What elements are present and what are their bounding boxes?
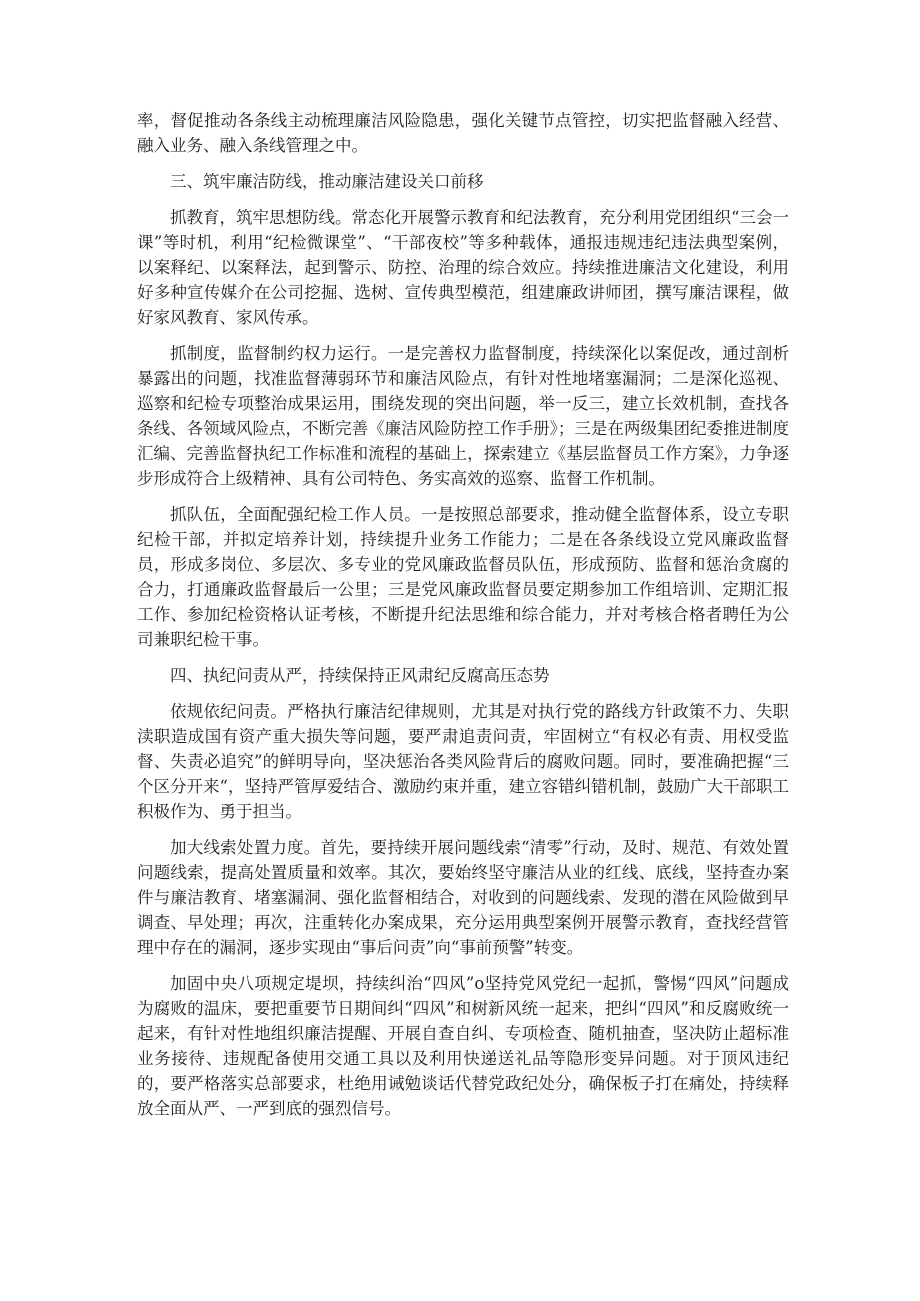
paragraph-continued: 率，督促推动各条线主动梳理廉洁风险隐患，强化关键节点管控，切实把监督融入经营、融入业务、融入条线管理之中。 [137,111,789,155]
paragraph-team: 抓队伍，全面配强纪检工作人员。一是按照总部要求，推动健全监督体系，设立专职纪检干部，并拟定培养计划，持续提升业务工作能力；二是在各条线设立党风廉政监督员，形成多岗位、多层次、多专业的党风廉政监督员队伍，形成预防、监督和惩治贪腐的合力，打通廉政监督最后一公里；三是党风廉政监督员要定期参加工作组培训、定期汇报工作、参加纪检资格认证考核，不断提升纪法思维和综合能力，并对考核合格者聘任为公司兼职纪检干事。 [137,505,789,649]
paragraph-clues: 加大线索处置力度。首先，要持续开展问题线索“清零”行动，及时、规范、有效处置问题线索，提高处置质量和效率。其次，要始终坚守廉洁从业的红线、底线，坚持查办案件与廉洁教育、堵塞漏洞、强化监督相结合，对收到的问题线索、发现的潜在风险做到早调查、早处理；再次，注重转化办案成果，充分运用典型案例开展警示教育，查找经营管理中存在的漏洞，逐步实现由“事后问责”向“事前预警”转变。 [137,838,789,957]
paragraph-accountability: 依规依纪问责。严格执行廉洁纪律规则，尤其是对执行党的路线方针政策不力、失职渎职造成国有资产重大损失等问题，要严肃追责问责，牢固树立“有权必有责、用权受监督、失责必追究”的鲜明导向，坚决惩治各类风险背后的腐败问题。同时，要准确把握“三个区分开来“，坚持严管厚爱结合、激励约束并重，建立容错纠错机制，鼓励广大干部职工积极作为、勇于担当。 [137,702,789,821]
paragraph-eight-rules: 加固中央八项规定堤坝，持续纠治“四风”o坚持党风党纪一起抓，警惕“四风”问题成为腐败的温床，要把重要节日期间纠“四风”和树新风统一起来，把纠“四风”和反腐败统一起来，有针对性地组织廉洁提醒、开展自查自纠、专项检查、随机抽查，坚决防止超标准业务接待、违规配备使用交通工具以及利用快递送礼品等隐形变异问题。对于顶风违纪的，要严格落实总部要求，杜绝用诫勉谈话代替党政纪处分，确保板子打在痛处，持续释放全面从严、一严到底的强烈信号。 [137,974,789,1118]
paragraph-system: 抓制度，监督制约权力运行。一是完善权力监督制度，持续深化以案促改，通过剖析暴露出的问题，找准监督薄弱环节和廉洁风险点，有针对性地堵塞漏洞；二是深化巡视、巡察和纪检专项整治成果运用，围绕发现的突出问题，举一反三，建立长效机制，查找各条线、各领域风险点，不断完善《廉洁风险防控工作手册》；三是在两级集团纪委推进制度汇编、完善监督执纪工作标准和流程的基础上，探索建立《基层监督员工作方案》，力争逐步形成符合上级精神、具有公司特色、务实高效的巡察、监督工作机制。 [137,344,789,488]
section-heading-3: 三、筑牢廉洁防线，推动廉洁建设关口前移 [170,172,484,191]
document-body [137,108,789,1132]
paragraph-education: 抓教育，筑牢思想防线。常态化开展警示教育和纪法教育，充分利用党团组织“三会一课”等时机，利用“纪检微课堂”、“干部夜校”等多种载体，通报违规违纪违法典型案例，以案释纪、以案释法，起到警示、防控、治理的综合效应。持续推进廉洁文化建设，利用好多种宣传媒介在公司挖掘、选树、宣传典型模范，组建廉政讲师团，撰写廉洁课程，做好家风教育、家风传承。 [137,208,789,327]
section-heading-4: 四、执纪问责从严，持续保持正风肃纪反腐高压态势 [170,666,550,685]
